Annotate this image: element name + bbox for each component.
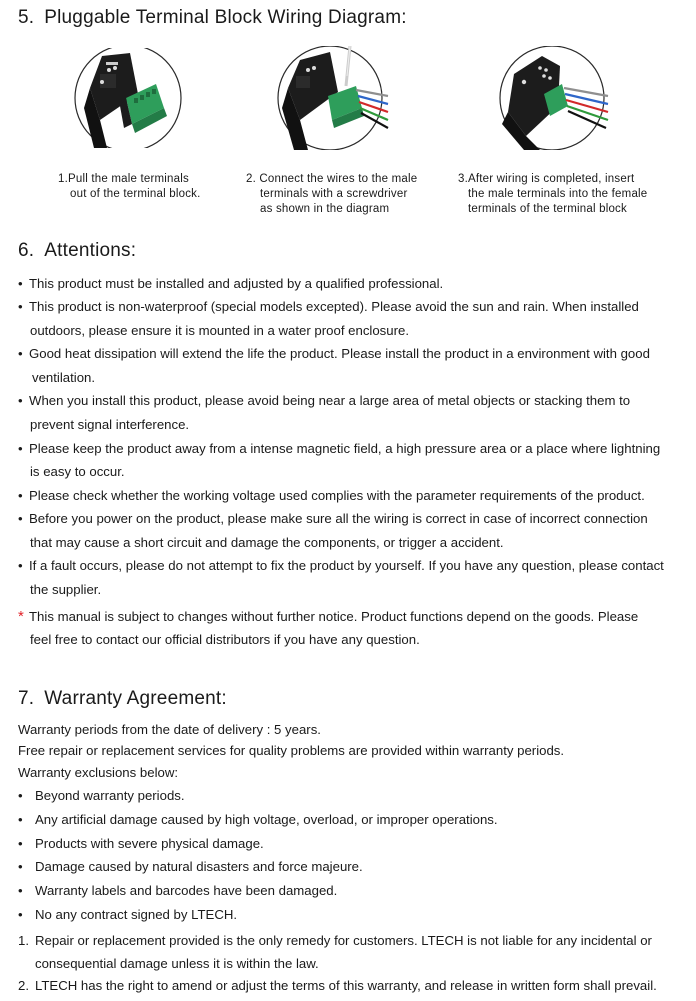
step-3-caption: 3.After wiring is completed, insert the male terminals into the female terminals of the terminal block	[458, 173, 648, 215]
attention-item: • When you install this product, please avoid being near a large area of metal objects or stacking them to	[18, 393, 631, 408]
exclusion-item: • No any contract signed by LTECH.	[18, 907, 238, 922]
warranty-term-2: 2. LTECH has the right to amend or adjust the terms of this warranty, and release in written form shall prevail.	[18, 978, 657, 993]
attention-item-continued: the supplier.	[30, 582, 102, 597]
manual-notice: * This manual is subject to changes without further notice. Product functions depend on the goods. Please	[18, 608, 639, 625]
section-5-heading: 5. Pluggable Terminal Block Wiring Diagram:	[18, 7, 407, 28]
warranty-term-1-continued: consequential damage unless it is within the law.	[35, 956, 319, 971]
exclusion-item: • Warranty labels and barcodes have been damaged.	[18, 883, 338, 898]
exclusion-item: • Beyond warranty periods.	[18, 788, 185, 803]
terminal-wiring-screwdriver-diagram	[276, 46, 390, 150]
terminal-pull-out-diagram	[72, 48, 184, 148]
attention-item: • This product must be installed and adjusted by a qualified professional.	[18, 276, 444, 291]
warranty-service: Free repair or replacement services for quality problems are provided within warranty periods.	[18, 743, 565, 758]
section-7-heading: 7. Warranty Agreement:	[18, 688, 227, 709]
attention-item: • This product is non-waterproof (special models excepted). Please avoid the sun and rain. When installed	[18, 299, 639, 314]
warranty-exclusions-heading: Warranty exclusions below:	[18, 765, 179, 780]
warranty-term-1: 1. Repair or replacement provided is the only remedy for customers. LTECH is not liable for any incidental or	[18, 933, 652, 948]
section-6-heading: 6. Attentions:	[18, 240, 137, 261]
step-2-caption: 2. Connect the wires to the male terminals with a screwdriver as shown in the diagram	[246, 173, 418, 215]
terminal-insert-diagram	[496, 46, 610, 150]
step-1-caption: 1.Pull the male terminals out of the terminal block.	[58, 173, 201, 200]
attention-item: • Good heat dissipation will extend the life the product. Please install the product in a environment with good	[18, 346, 650, 361]
manual-notice-continued: feel free to contact our official distributors if you have any question.	[30, 632, 420, 647]
attention-item-continued: prevent signal interference.	[30, 417, 190, 432]
attention-item: • Please keep the product away from a intense magnetic field, a high pressure area or a place where lightning	[18, 441, 661, 456]
attention-item: • Before you power on the product, please make sure all the wiring is correct in case of incorrect connection	[18, 511, 648, 526]
asterisk-icon: *	[18, 608, 24, 625]
exclusion-item: • Any artificial damage caused by high voltage, overload, or improper operations.	[18, 812, 498, 827]
attention-item-continued: is easy to occur.	[30, 464, 125, 479]
attention-item-continued: outdoors, please ensure it is mounted in a water proof enclosure.	[30, 323, 409, 338]
attention-item-continued: that may cause a short circuit and damage the components, or trigger a accident.	[30, 535, 504, 550]
attention-item: • If a fault occurs, please do not attempt to fix the product by yourself. If you have any question, please contact	[18, 558, 664, 573]
exclusion-item: • Damage caused by natural disasters and force majeure.	[18, 859, 363, 874]
exclusion-item: • Products with severe physical damage.	[18, 836, 264, 851]
attention-item-continued: ventilation.	[32, 370, 96, 385]
attention-item: • Please check whether the working voltage used complies with the parameter requirements of the product.	[18, 488, 645, 503]
warranty-period: Warranty periods from the date of delivery : 5 years.	[18, 722, 321, 737]
